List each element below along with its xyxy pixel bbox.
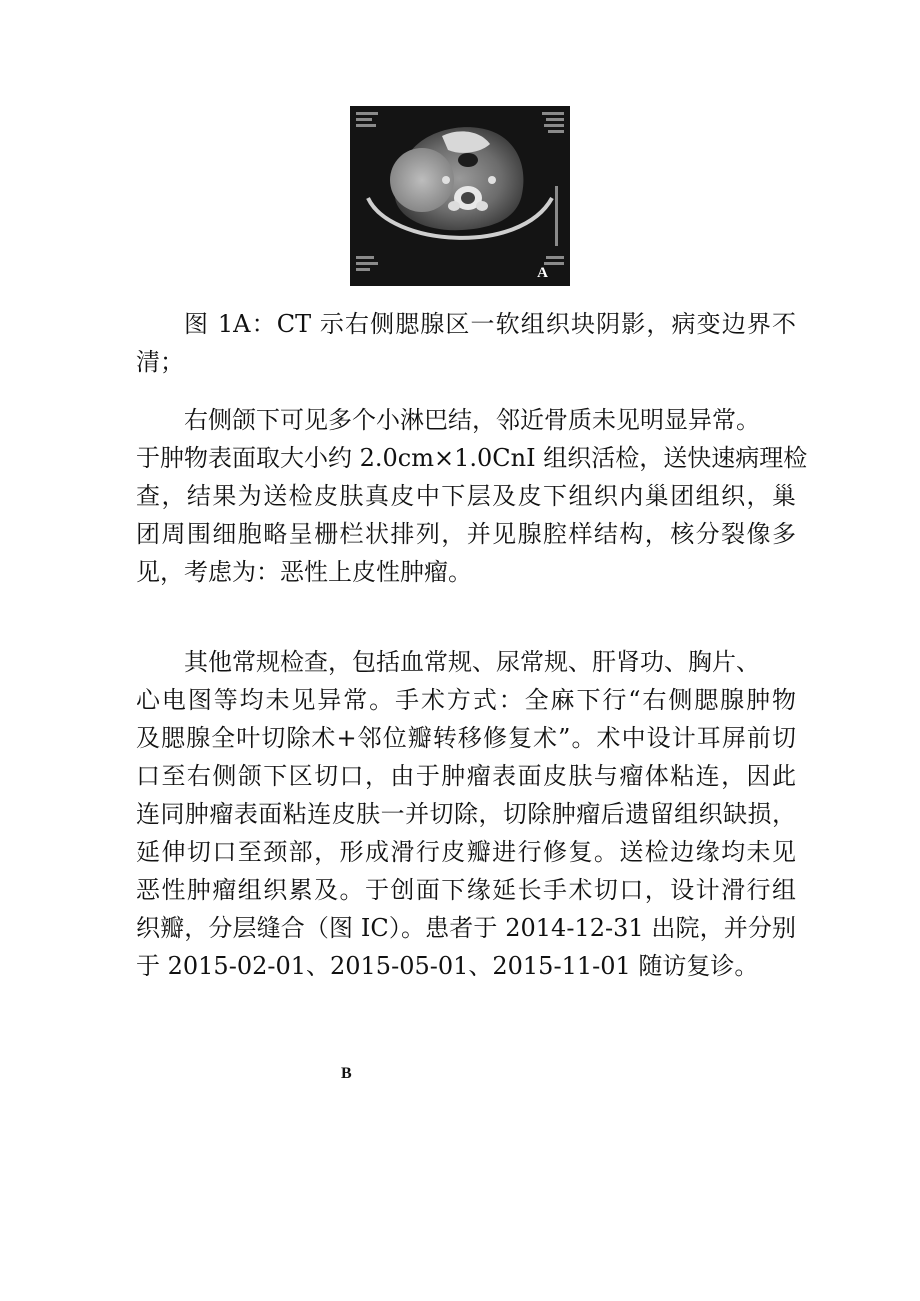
paragraph-line: 延伸切口至颈部，形成滑行皮瓣进行修复。送检边缘均未见 bbox=[136, 838, 796, 866]
paragraph-line: 于肿物表面取大小约 2.0cm×1.0CnI 组织活检，送快速病理检 bbox=[136, 444, 808, 472]
ct-scan-figure-a bbox=[350, 106, 570, 286]
paragraph-line: 其他常规检查，包括血常规、尿常规、肝肾功、胸片、 bbox=[184, 648, 760, 676]
paragraph-line: 连同肿瘤表面粘连皮肤一并切除，切除肿瘤后遗留组织缺损， bbox=[136, 800, 796, 828]
figure-a-panel-label: A bbox=[537, 265, 548, 281]
paragraph-line: 团周围细胞略呈栅栏状排列，并见腺腔样结构，核分裂像多 bbox=[136, 520, 796, 548]
paragraph-line: 查，结果为送检皮肤真皮中下层及皮下组织内巢团组织，巢 bbox=[136, 482, 796, 510]
body-paragraph-2 bbox=[136, 643, 796, 985]
paragraph-line: 及腮腺全叶切除术+邻位瓣转移修复术”。术中设计耳屏前切 bbox=[136, 724, 796, 752]
paragraph-line: 右侧颌下可见多个小淋巴结，邻近骨质未见明显异常。 bbox=[184, 406, 760, 434]
caption-line: 图 1A：CT 示右侧腮腺区一软组织块阴影，病变边界不 bbox=[184, 310, 796, 338]
paragraph-line: 心电图等均未见异常。手术方式：全麻下行“右侧腮腺肿物 bbox=[136, 686, 796, 714]
paragraph-line: 口至右侧颌下区切口，由于肿瘤表面皮肤与瘤体粘连，因此 bbox=[136, 762, 796, 790]
paragraph-line: 织瓣，分层缝合（图 IC）。患者于 2014-12-31 出院，并分别 bbox=[136, 914, 796, 942]
ct-scan-image bbox=[350, 106, 570, 286]
paragraph-line: 见，考虑为：恶性上皮性肿瘤。 bbox=[136, 558, 472, 586]
figure-caption bbox=[136, 305, 796, 381]
airway bbox=[458, 153, 478, 167]
caption-line: 清； bbox=[136, 348, 184, 376]
paragraph-line: 恶性肿瘤组织累及。于创面下缘延长手术切口，设计滑行组 bbox=[136, 876, 796, 904]
paragraph-line: 于 2015-02-01、2015-05-01、2015-11-01 随访复诊。 bbox=[136, 952, 759, 980]
figure-b-panel-label: B bbox=[341, 1065, 352, 1082]
body-paragraph-1 bbox=[136, 401, 808, 591]
